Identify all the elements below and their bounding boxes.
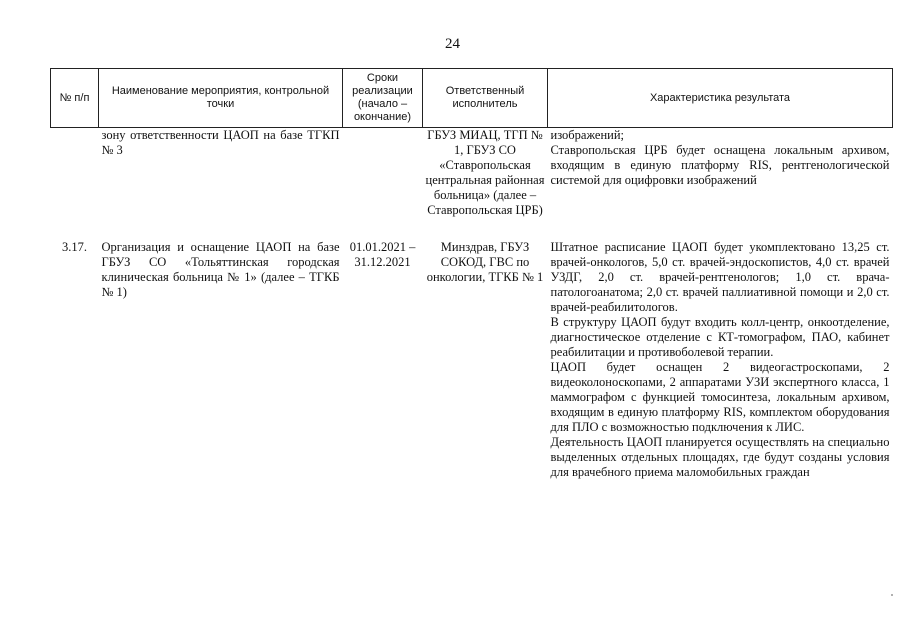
row-result — [548, 128, 893, 219]
row-spacer — [51, 218, 893, 240]
result-paragraph: В структуру ЦАОП будут входить колл-центр, онкоотделение, диагностическое отделение с КТ-томографом, ПАО, кабинет реабилитации и противоболевой терапии. — [550, 315, 890, 359]
row-executor: ГБУЗ МИАЦ, ТГП № 1, ГБУЗ СО «Ставропольская центральная районная больница» (далее – Ставропольская ЦРБ) — [425, 128, 545, 217]
header-executor: Ответственный исполнитель — [423, 69, 548, 128]
header-number: № п/п — [51, 69, 99, 128]
page-number: 24 — [445, 36, 460, 52]
row-executor: Минздрав, ГБУЗ СОКОД, ГВС по онкологии, ТГКБ № 1 — [426, 240, 544, 284]
row-dates — [343, 128, 423, 219]
table-header-row — [51, 69, 893, 128]
measures-table — [50, 68, 893, 480]
row-name: зону ответственности ЦАОП на базе ТГКП № 3 — [101, 128, 340, 157]
row-name: Организация и оснащение ЦАОП на базе ГБУЗ СО «Тольяттинская городская клиническая больница № 1» (далее – ТГКБ № 1) — [101, 240, 340, 299]
result-paragraph: ЦАОП будет оснащен 2 видеогастроскопами, 2 видеоколоноскопами, 2 аппаратами УЗИ экспертного класса, 1 маммографом с функцией томосинтеза, локальным архивом, входящим в единую платформу RIS, комплектом оборудования для ПЛО с возможностью подключения к ЛИС. — [550, 360, 890, 434]
result-paragraph: изображений; — [550, 128, 625, 142]
row-dates: 01.01.2021 – 31.12.2021 — [349, 240, 416, 269]
header-name: Наименование мероприятия, контрольной точки — [99, 69, 343, 128]
result-paragraph: Штатное расписание ЦАОП будет укомплектовано 13,25 ст. врачей-онкологов, 5,0 ст. врачей-эндоскопистов, 4,0 ст. врачей УЗДГ, 2,0 ст. врачей-рентгенологов; 1,0 ст. врача-патологоанатома; 2,0 ст. врачей паллиативной помощи и 2,0 ст. врачей-реабилитологов. — [550, 240, 890, 314]
header-result: Характеристика результата — [548, 69, 893, 128]
row-number — [51, 128, 99, 219]
row-number: 3.17. — [62, 240, 87, 254]
result-paragraph: Ставропольская ЦРБ будет оснащена локальным архивом, входящим в единую платформу RIS, рентгенологической системой для оцифровки изображений — [550, 143, 890, 187]
row-result — [548, 240, 893, 480]
table-row — [51, 240, 893, 480]
header-dates: Сроки реализации (начало – окончание) — [343, 69, 423, 128]
scan-speck — [891, 594, 893, 596]
result-paragraph: Деятельность ЦАОП планируется осуществлять на специально выделенных отдельных площадях, где будут созданы условия для врачебного приема маломобильных граждан — [550, 435, 890, 479]
table-row — [51, 128, 893, 219]
